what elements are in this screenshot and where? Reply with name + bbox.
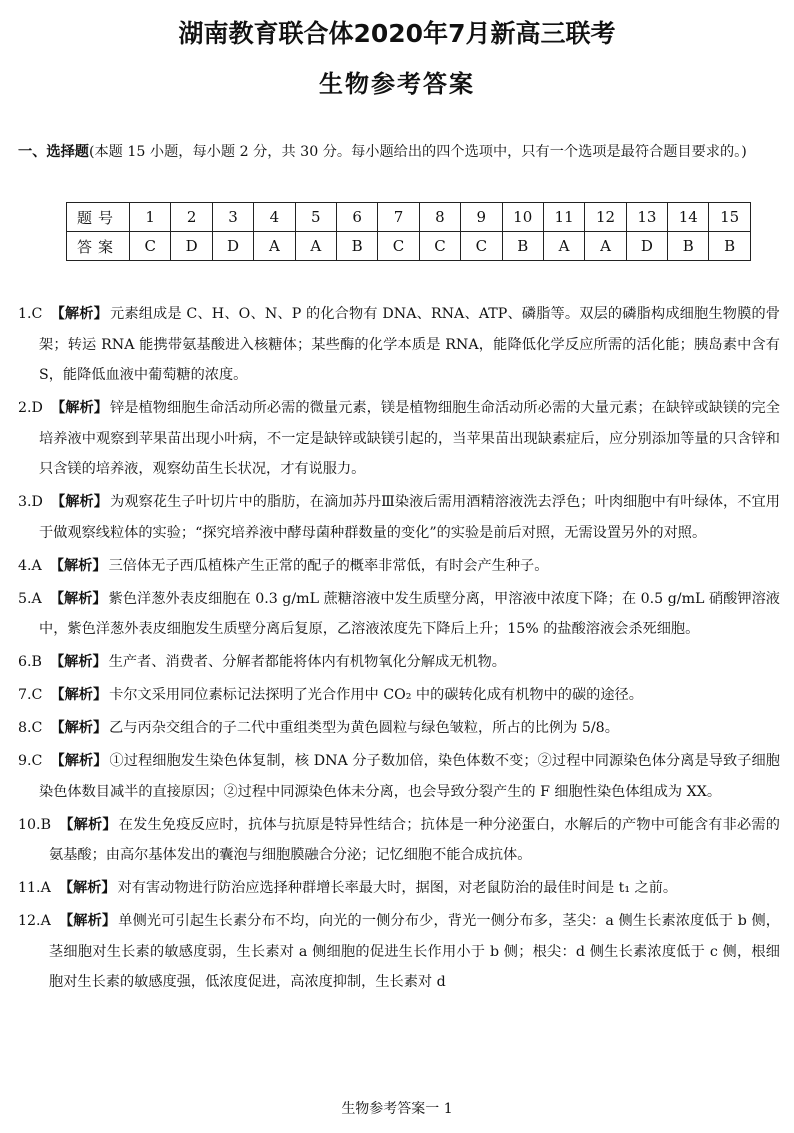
number-row-label: 题号: [67, 203, 130, 232]
analysis-tag: 【解析】: [50, 687, 108, 703]
explanation-item: [18, 584, 780, 645]
answer-table: [66, 202, 751, 261]
item-number: 1.C: [18, 306, 43, 322]
item-text: 在发生免疫反应时，抗体与抗原是特异性结合；抗体是一种分泌蛋白，水解后的产物中可能含有非必需的氨基酸；由高尔基体发出的囊泡与细胞膜融合分泌；记忆细胞不能合成抗体。: [49, 816, 780, 863]
item-number: 8.C: [18, 720, 43, 736]
number-cell: 4: [254, 203, 295, 232]
section-instructions: (本题 15 小题，每小题 2 分，共 30 分。每小题给出的四个选项中，只有一个选项是最符合题目要求的。): [88, 144, 747, 160]
number-cell: 13: [626, 203, 667, 232]
analysis-tag: 【解析】: [50, 400, 109, 416]
answer-cell: D: [171, 232, 212, 261]
explanation-item: [18, 680, 780, 711]
number-cell: 5: [295, 203, 336, 232]
answer-cell: B: [668, 232, 709, 261]
explanation-item: [18, 713, 780, 744]
explanation-item: [18, 551, 780, 582]
page-title: 湖南教育联合体2020年7月新高三联考: [178, 19, 616, 48]
item-text: ①过程细胞发生染色体复制，核 DNA 分子数加倍，染色体数不变；②过程中同源染色体分离是导致子细胞染色体数目减半的直接原因；②过程中同源染色体未分离，也会导致分裂产生的 F 细胞性染色体组成为 XX。: [39, 753, 780, 800]
answer-table-number-row: [67, 203, 751, 232]
answer-cell: B: [709, 232, 750, 261]
section-heading: 一、选择题: [18, 144, 89, 160]
answer-cell: D: [212, 232, 253, 261]
answer-cell: C: [461, 232, 502, 261]
page-footer: 生物参考答案一 1: [341, 1101, 453, 1117]
item-number: 3.D: [18, 494, 43, 510]
analysis-tag: 【解析】: [49, 557, 107, 574]
explanation-item: [18, 487, 780, 548]
number-cell: 2: [171, 203, 212, 232]
answer-cell: D: [626, 232, 667, 261]
item-number: 5.A: [18, 590, 42, 607]
number-cell: 8: [419, 203, 460, 232]
item-number: 6.B: [18, 654, 42, 670]
item-text: 三倍体无子西瓜植株产生正常的配子的概率非常低，有时会产生种子。: [108, 557, 549, 574]
number-cell: 14: [668, 203, 709, 232]
answer-cell: A: [295, 232, 336, 261]
analysis-tag: 【解析】: [58, 913, 117, 929]
answer-cell: C: [130, 232, 171, 261]
item-number: 10.B: [18, 816, 51, 833]
item-text: 元素组成是 C、H、O、N、P 的化合物有 DNA、RNA、ATP、磷脂等。双层的磷脂构成细胞生物膜的骨架；转运 RNA 能携带氨基酸进入核糖体；某些酶的化学本质是 RNA，能降低化学反应所需的活化能；胰岛素中含有 S，能降低血液中葡萄糖的浓度。: [39, 306, 780, 383]
answer-cell: C: [419, 232, 460, 261]
number-cell: 9: [461, 203, 502, 232]
item-number: 12.A: [18, 913, 51, 929]
number-cell: 1: [130, 203, 171, 232]
analysis-tag: 【解析】: [58, 880, 116, 896]
explanation-item: [18, 393, 780, 485]
analysis-tag: 【解析】: [50, 753, 108, 769]
number-cell: 10: [502, 203, 543, 232]
analysis-tag: 【解析】: [50, 720, 108, 736]
analysis-tag: 【解析】: [59, 816, 117, 833]
analysis-tag: 【解析】: [50, 306, 108, 322]
answer-cell: C: [378, 232, 419, 261]
answer-table-answer-row: [67, 232, 751, 261]
item-number: 4.A: [18, 557, 42, 574]
item-number: 9.C: [18, 753, 43, 769]
answer-cell: A: [585, 232, 626, 261]
analysis-tag: 【解析】: [49, 654, 107, 670]
explanation-item: [18, 873, 780, 904]
answer-cell: B: [502, 232, 543, 261]
item-text: 卡尔文采用同位素标记法探明了光合作用中 CO₂ 中的碳转化成有机物中的碳的途径。: [109, 687, 643, 703]
analysis-tag: 【解析】: [49, 590, 107, 607]
answer-cell: A: [543, 232, 584, 261]
number-cell: 7: [378, 203, 419, 232]
item-text: 锌是植物细胞生命活动所必需的微量元素，镁是植物细胞生命活动所必需的大量元素；在缺锌或缺镁的完全培养液中观察到苹果苗出现小叶病，不一定是缺锌或缺镁引起的，当苹果苗出现缺素症后，应分别添加等量的只含锌和只含镁的培养液，观察幼苗生长状况，才有说服力。: [39, 400, 780, 477]
item-text: 对有害动物进行防治应选择种群增长率最大时，据图，对老鼠防治的最佳时间是 t₁ 之前。: [117, 880, 678, 896]
answer-cell: A: [254, 232, 295, 261]
explanation-item: [18, 647, 780, 678]
explanation-item: [18, 906, 780, 998]
item-text: 单侧光可引起生长素分布不均，向光的一侧分布少，背光一侧分布多，茎尖：a 侧生长素浓度低于 b 侧，茎细胞对生长素的敏感度弱，生长素对 a 侧细胞的促进生长作用小于 b 侧；根尖：d 侧生长素浓度低于 c 侧，根细胞对生长素的敏感度强，低浓度促进，高浓度抑制，生长素对 d: [49, 913, 780, 990]
explanation-item: [18, 746, 780, 807]
explanation-list: [18, 299, 780, 1000]
analysis-tag: 【解析】: [50, 494, 109, 510]
answer-row-label: 答案: [67, 232, 130, 261]
page-subtitle: 生物参考答案: [319, 70, 475, 98]
number-cell: 6: [336, 203, 377, 232]
answer-cell: B: [336, 232, 377, 261]
section-choice-intro: [18, 138, 778, 167]
item-text: 乙与丙杂交组合的子二代中重组类型为黄色圆粒与绿色皱粒，所占的比例为 5/8。: [109, 720, 619, 736]
item-number: 7.C: [18, 687, 43, 703]
item-text: 为观察花生子叶切片中的脂肪，在滴加苏丹Ⅲ染液后需用酒精溶液洗去浮色；叶肉细胞中有叶绿体，不宜用于做观察线粒体的实验；“探究培养液中酵母菌种群数量的变化”的实验是前后对照，无需设置另外的对照。: [39, 494, 780, 541]
number-cell: 12: [585, 203, 626, 232]
number-cell: 11: [543, 203, 584, 232]
explanation-item: [18, 810, 780, 871]
number-cell: 15: [709, 203, 750, 232]
item-text: 生产者、消费者、分解者都能将体内有机物氧化分解成无机物。: [108, 654, 506, 670]
number-cell: 3: [212, 203, 253, 232]
explanation-item: [18, 299, 780, 391]
item-text: 紫色洋葱外表皮细胞在 0.3 g/mL 蔗糖溶液中发生质壁分离，甲溶液中浓度下降；在 0.5 g/mL 硝酸钾溶液中，紫色洋葱外表皮细胞发生质壁分离后复原，乙溶液浓度先下降后上升；15% 的盐酸溶液会杀死细胞。: [39, 590, 780, 637]
item-number: 11.A: [18, 880, 51, 896]
item-number: 2.D: [18, 400, 43, 416]
